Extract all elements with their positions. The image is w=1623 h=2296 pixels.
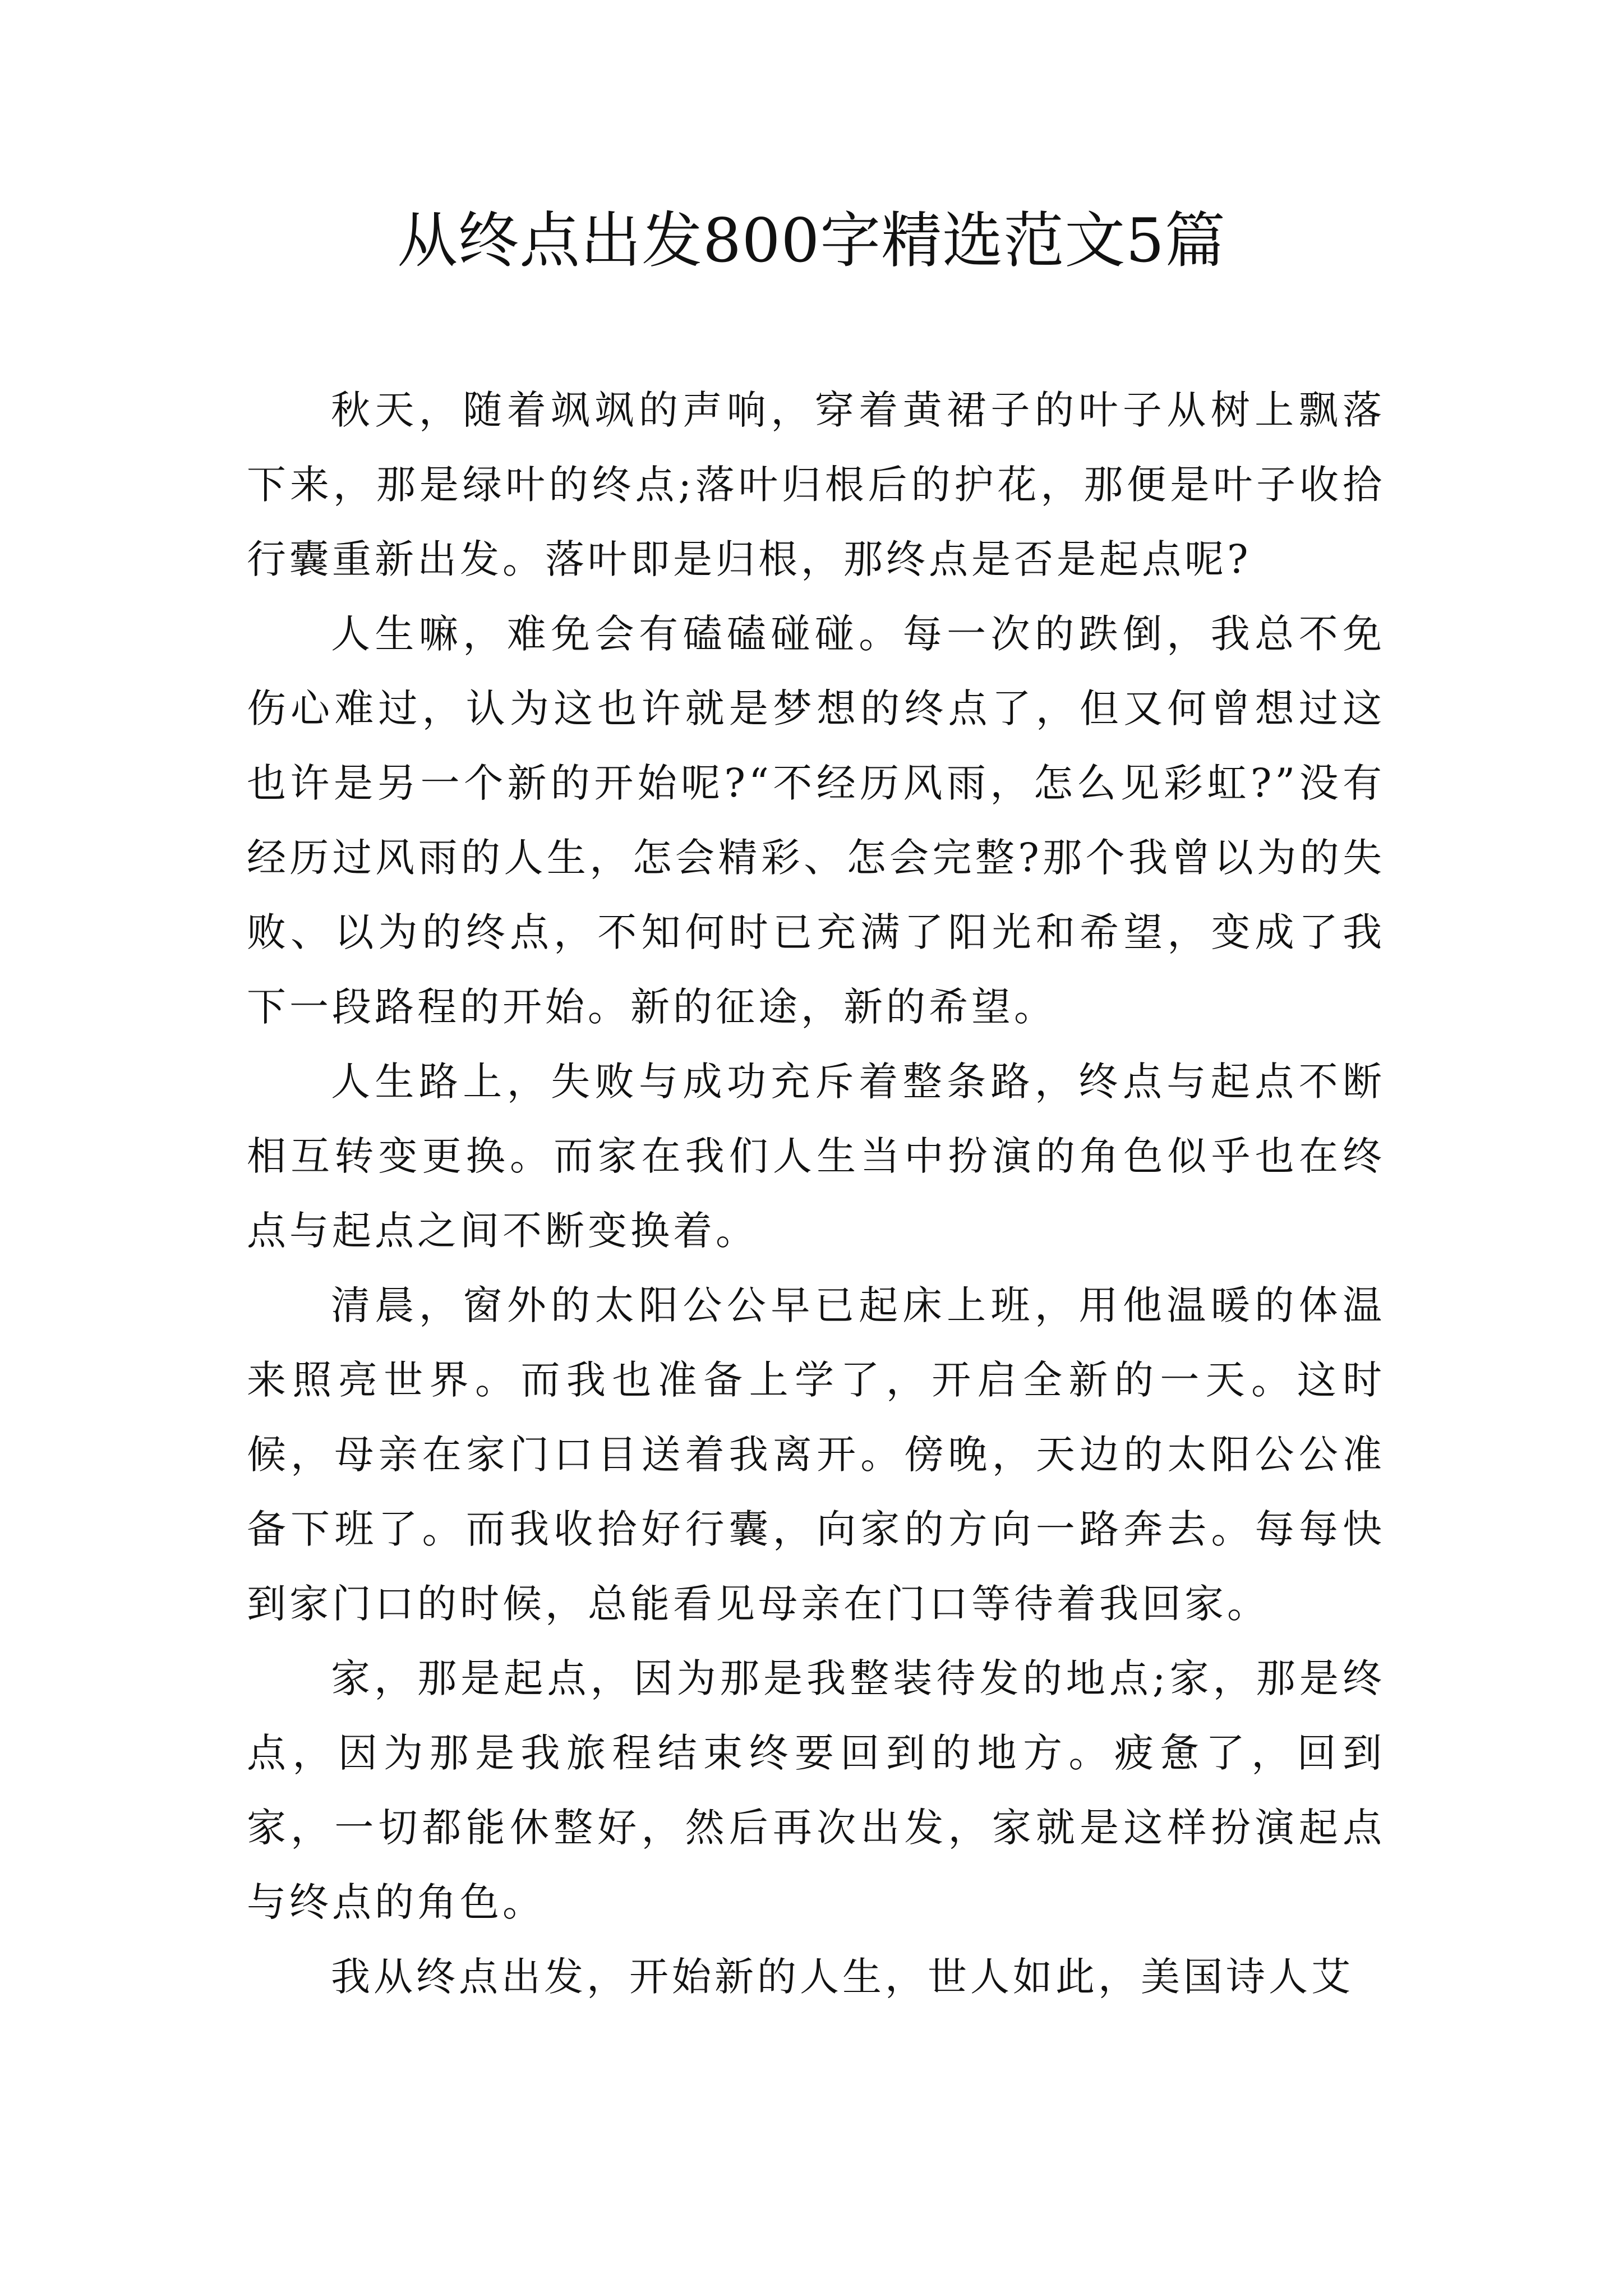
paragraph-3: 人生路上，失败与成功充斥着整条路，终点与起点不断相互转变更换。而家在我们人生当中扮演的角色似乎也在终点与起点之间不断变换着。 — [247, 1059, 1385, 1254]
paragraph-5: 家，那是起点，因为那是我整装待发的地点;家，那是终点，因为那是我旅程结束终要回到的地方。疲惫了，回到家，一切都能休整好，然后再次出发，家就是这样扮演起点与终点的角色。 — [247, 1655, 1385, 1925]
paragraph-4: 清晨，窗外的太阳公公早已起床上班，用他温暖的体温来照亮世界。而我也准备上学了，开启全新的一天。这时候，母亲在家门口目送着我离开。傍晚，天边的太阳公公准备下班了。而我收拾好行囊，向家的方向一路奔去。每每快到家门口的时候，总能看见母亲在门口等待着我回家。 — [247, 1282, 1385, 1627]
document-body — [247, 373, 1385, 2014]
paragraph-6: 我从终点出发，开始新的人生，世人如此，美国诗人艾 — [331, 1954, 1354, 2000]
paragraph-1: 秋天，随着飒飒的声响，穿着黄裙子的叶子从树上飘落下来，那是绿叶的终点;落叶归根后的护花，那便是叶子收拾行囊重新出发。落叶即是归根，那终点是否是起点呢? — [247, 387, 1385, 582]
document-title: 从终点出发800字精选范文5篇 — [397, 206, 1226, 276]
paragraph-2: 人生嘛，难免会有磕磕碰碰。每一次的跌倒，我总不免伤心难过，认为这也许就是梦想的终点了，但又何曾想过这也许是另一个新的开始呢?“不经历风雨，怎么见彩虹?”没有经历过风雨的人生，怎会精彩、怎会完整?那个我曾以为的失败、以为的终点，不知何时已充满了阳光和希望，变成了我下一段路程的开始。新的征途，新的希望。 — [247, 611, 1385, 1030]
